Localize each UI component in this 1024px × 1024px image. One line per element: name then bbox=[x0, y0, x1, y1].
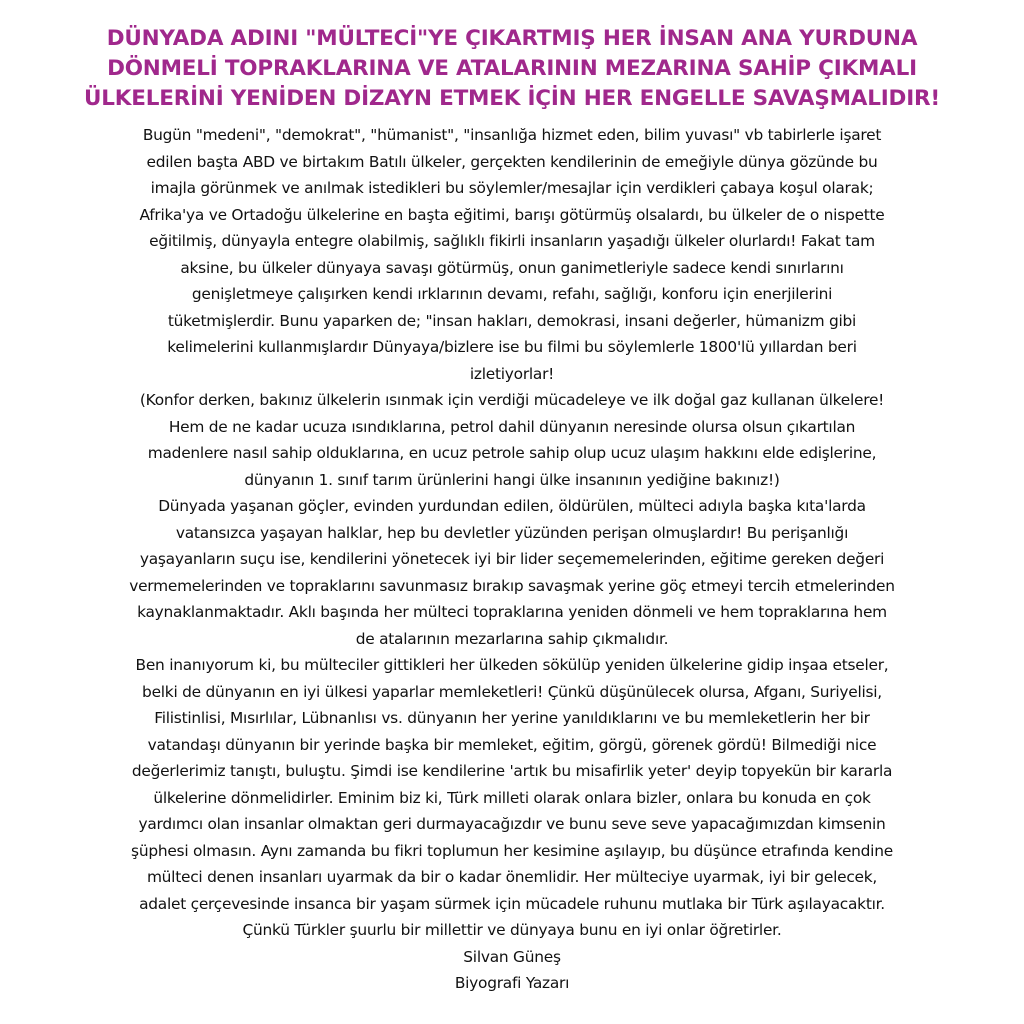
text-line: vatandaşı dünyanın bir yerinde başka bir memleket, eğitim, görgü, görenek gördü! Bilmediği nice bbox=[147, 735, 877, 754]
paragraph bbox=[14, 652, 1010, 944]
text-line: mülteci denen insanları uyarmak da bir o kadar önemlidir. Her mülteciye uyarmak, iyi bir gelecek, bbox=[146, 868, 878, 886]
text-line: yaşayanların suçu ise, kendilerini yönetecek iyi bir lider seçememelerinden, eğitime gereken değeri bbox=[139, 550, 885, 568]
text-line: eğitilmiş, dünyayla entegre olabilmiş, sağlıklı fikirli insanların yaşadığı ülkeler olurlardı! Fakat tam bbox=[149, 232, 875, 250]
text-line: Hem de ne kadar ucuza ısındıklarına, petrol dahil dünyanın neresinde olursa olsun çıkartılan bbox=[168, 417, 856, 436]
text-line: imajla görünmek ve anılmak istedikleri bu söylemler/mesajlar için verdikleri çabaya koşul olarak; bbox=[150, 179, 874, 197]
text-line: Afrika'ya ve Ortadoğu ülkelerine en başta eğitimi, barışı götürmüş olsalardı, bu ülkeler de o nispette bbox=[139, 205, 885, 224]
text-line: kaynaklanmaktadır. Aklı başında her mülteci topraklarına yeniden dönmeli ve hem topraklarına hem bbox=[137, 603, 887, 621]
text-line: Filistinlisi, Mısırlılar, Lübnanlısı vs. dünyanın her yerine yanıldıklarını ve bu memleketlerin her bir bbox=[154, 709, 870, 727]
article-body bbox=[14, 122, 1010, 997]
text-line: genişletmeye çalışırken kendi ırklarının devamı, refahı, sağlığı, konforu için enerjilerini bbox=[191, 285, 833, 303]
text-line: dünyanın 1. sınıf tarım ürünlerini hangi ülke insanının yediğine bakınız!) bbox=[244, 470, 780, 489]
text-line: edilen başta ABD ve birtakım Batılı ülkeler, gerçekten kendilerinin de emeğiyle dünya gözünde bu bbox=[146, 152, 878, 171]
paragraph bbox=[14, 122, 1010, 387]
text-line: Dünyada yaşanan göçler, evinden yurdundan edilen, öldürülen, mülteci adıyla başka kıta'larda bbox=[158, 497, 866, 515]
text-line: değerlerimiz tanıştı, buluştu. Şimdi ise kendilerine 'artık bu misafirlik yeter' deyip topyekün bir kararla bbox=[131, 762, 893, 780]
text-line: tüketmişlerdir. Bunu yaparken de; "insan hakları, demokrasi, insani değerler, hümanizm gibi bbox=[167, 311, 857, 330]
text-line: vatansızca yaşayan halklar, hep bu devletler yüzünden perişan olmuşlardır! Bu perişanlığı bbox=[175, 523, 849, 542]
text-line: de atalarının mezarlarına sahip çıkmalıdır. bbox=[355, 629, 669, 648]
headline-line: DÖNMELİ TOPRAKLARINA VE ATALARININ MEZARINA SAHİP ÇIKMALI bbox=[107, 56, 917, 81]
text-line: şüphesi olmasın. Aynı zamanda bu fikri toplumun her kesimine aşılayıp, bu düşünce etrafında kendine bbox=[131, 841, 893, 860]
paragraph bbox=[14, 387, 1010, 493]
text-line: aksine, bu ülkeler dünyaya savaşı götürmüş, onun ganimetleriyle sadece kendi sınırlarını bbox=[180, 258, 844, 277]
text-line: yardımcı olan insanlar olmaktan geri durmayacağızdır ve bunu seve seve yapacağımızdan kimsenin bbox=[138, 815, 886, 833]
text-line: Ben inanıyorum ki, bu mülteciler gittikleri her ülkeden sökülüp yeniden ülkelerine gidip inşaa etseler, bbox=[135, 656, 889, 674]
text-line: adalet çerçevesinde insanca bir yaşam sürmek için mücadele ruhunu mutlaka bir Türk aşılayacaktır. bbox=[139, 894, 885, 913]
text-line: Çünkü Türkler şuurlu bir millettir ve dünyaya bunu en iyi onlar öğretirler. bbox=[242, 921, 782, 939]
headline bbox=[20, 24, 1004, 114]
text-line: kelimelerini kullanmışlardır Dünyaya/bizlere ise bu filmi bu söylemlerle 1800'lü yıllardan beri bbox=[167, 338, 857, 356]
text-line: izletiyorlar! bbox=[469, 364, 555, 383]
text-line: Bugün "medeni", "demokrat", "hümanist", "insanlığa hizmet eden, bilim yuvası" vb tabirlerle işaret bbox=[142, 126, 882, 144]
text-line: madenlere nasıl sahip olduklarına, en ucuz petrole sahip olup ucuz ulaşım hakkını elde edişlerine, bbox=[147, 444, 877, 462]
author-title: Biyografi Yazarı bbox=[454, 974, 570, 992]
headline-line: DÜNYADA ADINI "MÜLTECİ"YE ÇIKARTMIŞ HER İNSAN ANA YURDUNA bbox=[106, 26, 918, 51]
headline-line: ÜLKELERİNİ YENİDEN DİZAYN ETMEK İÇİN HER ENGELLE SAVAŞMALIDIR! bbox=[84, 86, 940, 111]
text-line: vermemelerinden ve topraklarını savunmasız bırakıp savaşmak yerine göç etmeyi tercih etmelerinden bbox=[129, 576, 895, 595]
signature-block bbox=[14, 944, 1010, 997]
text-line: ülkelerine dönmelidirler. Eminim biz ki, Türk milleti olarak onlara bizler, onlara bu konuda en çok bbox=[153, 788, 871, 807]
text-line: (Konfor derken, bakınız ülkelerin ısınmak için verdiği mücadeleye ve ilk doğal gaz kullanan ülkelere! bbox=[139, 391, 885, 409]
paragraph bbox=[14, 493, 1010, 652]
author-name: Silvan Güneş bbox=[463, 947, 561, 966]
text-line: belki de dünyanın en iyi ülkesi yaparlar memleketleri! Çünkü düşünülecek olursa, Afganı, Suriyelisi, bbox=[142, 682, 882, 701]
